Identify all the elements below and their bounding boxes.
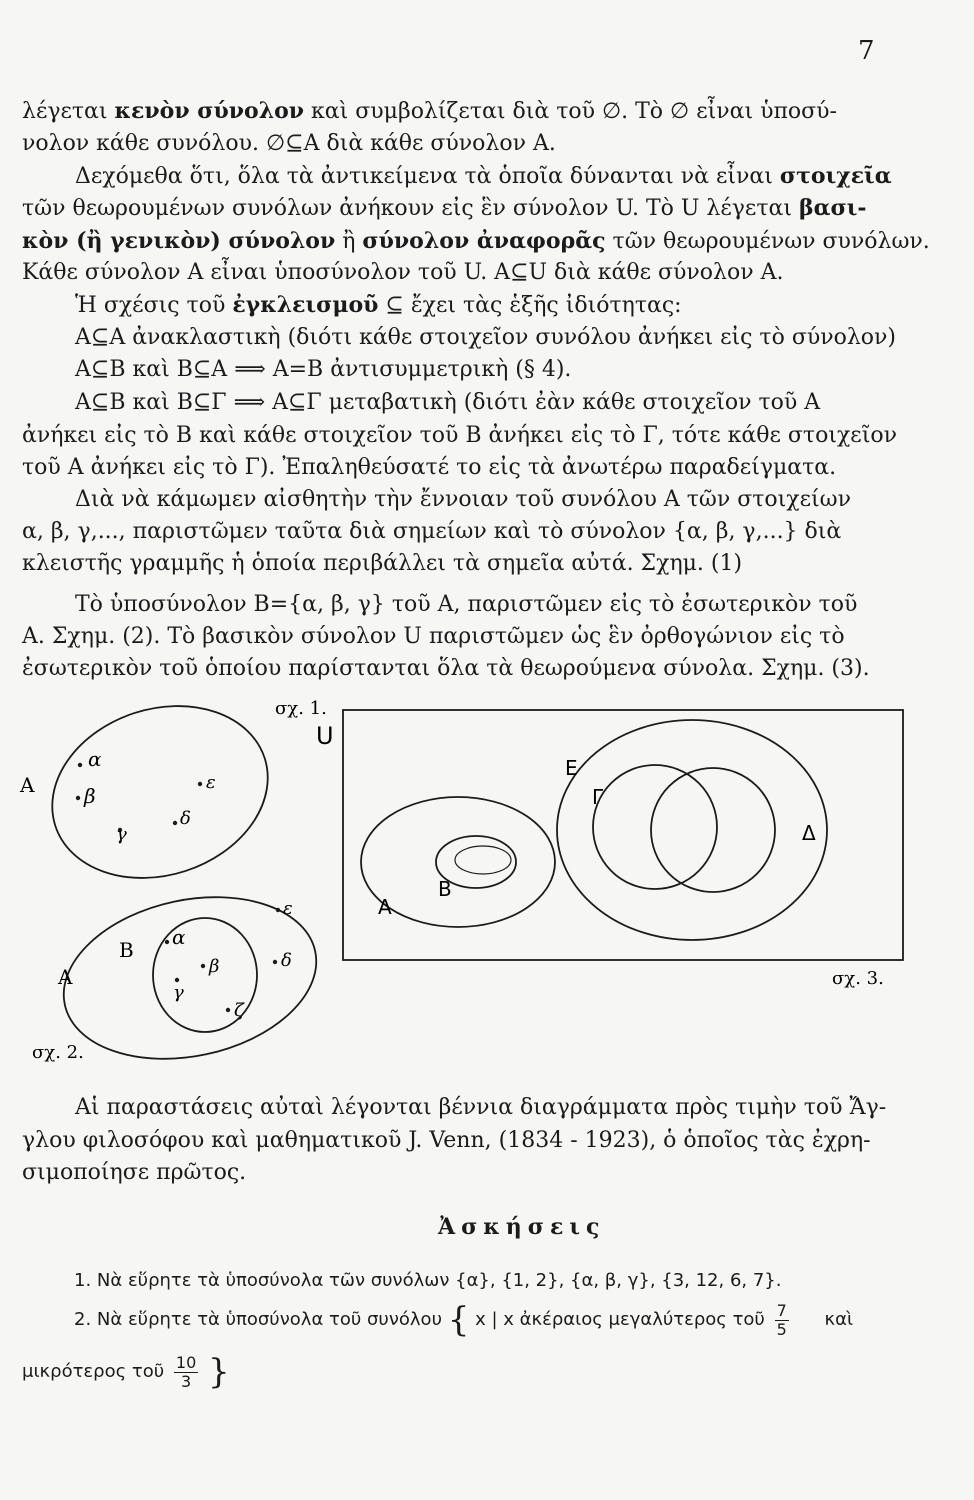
text-line: λέγεται κενὸν σύνολον καὶ συμβολίζεται διὰ τοῦ ∅. Τὸ ∅ εἶναι ὑποσύ- <box>22 98 837 124</box>
fig2-outer-label: A <box>58 965 73 989</box>
exercise-1: 1. Νὰ εὕρητε τὰ ὑποσύνολα τῶν συνόλων {α}, {1, 2}, {α, β, γ}, {3, 12, 6, 7}. <box>74 1270 782 1291</box>
fig2-label-beta: β <box>209 956 220 977</box>
text-line: A⊆B καὶ B⊆A ⟹ A=B ἀντισυμμετρικὴ (§ 4). <box>75 357 572 382</box>
set-gamma-circle <box>593 765 717 889</box>
exercises-heading: Ἀσκήσεις <box>438 1214 606 1240</box>
universe-rectangle <box>343 710 903 960</box>
fig2-caption: σχ. 2. <box>32 1042 84 1063</box>
point-alpha <box>78 763 82 767</box>
exercise-2: 2. Νὰ εὕρητε τὰ ὑποσύνολα τοῦ συνόλου { x | x ἀκέραιος μεγαλύτερος τοῦ $\frac{7}{5}$ καὶ <box>74 1300 854 1340</box>
fig2-label-delta: δ <box>281 950 292 971</box>
point-delta <box>173 821 177 825</box>
text-line: σιμοποίησε πρῶτος. <box>22 1160 247 1185</box>
text-line: Αἱ παραστάσεις αὐταὶ λέγονται βέννια διαγράμματα πρὸς τιμὴν τοῦ Ἄγ- <box>75 1095 887 1120</box>
point-alpha <box>165 940 169 944</box>
fig3-caption: σχ. 3. <box>832 968 884 989</box>
text-line: γλου φιλοσόφου καὶ μαθηματικοῦ J. Venn, (1834 - 1923), ὁ ὁποῖος τὰς ἐχρη- <box>22 1128 871 1153</box>
text-line: ἀνήκει εἰς τὸ B καὶ κάθε στοιχεῖον τοῦ B ἀνήκει εἰς τὸ Γ, τότε κάθε στοιχεῖον <box>22 423 897 448</box>
text-line: A⊆A ἀνακλαστικὴ (διότι κάθε στοιχεῖον συνόλου ἀνήκει εἰς τὸ σύνολον) <box>75 325 896 350</box>
fig1-caption: σχ. 1. <box>275 698 327 719</box>
exercise-2-continued: μικρότερος τοῦ $\frac{10}{3}$ } <box>22 1352 230 1392</box>
page-number: 7 <box>858 36 875 66</box>
fig3-set-a-label: A <box>378 895 392 919</box>
text-line: νολον κάθε συνόλου. ∅⊆A διὰ κάθε σύνολον A. <box>22 131 556 156</box>
fig3-set-b-label: B <box>438 877 452 901</box>
text-line: ἐσωτερικὸν τοῦ ὁποίου παρίστανται ὅλα τὰ θεωρούμενα σύνολα. Σχημ. (3). <box>22 656 870 681</box>
fig1-label-delta: δ <box>180 808 191 829</box>
venn-figure-2 <box>20 880 340 1070</box>
set-delta-circle <box>651 768 775 892</box>
fig3-set-gamma-label: Γ <box>592 785 604 809</box>
text-line: Κάθε σύνολον A εἶναι ὑποσύνολον τοῦ U. A⊆U διὰ κάθε σύνολον A. <box>22 260 784 285</box>
fig2-label-alpha: α <box>172 925 186 949</box>
fig3-set-delta-label: Δ <box>802 821 816 845</box>
fig2-label-zeta: ζ <box>234 1000 244 1021</box>
fraction-10-3: $\frac{10}{3}$ <box>175 1352 197 1391</box>
set-e-ellipse <box>557 720 827 940</box>
text-line: Δεχόμεθα ὅτι, ὅλα τὰ ἀντικείμενα τὰ ὁποῖα δύνανται νὰ εἶναι στοιχεῖα <box>75 163 892 189</box>
text-line: κλειστῆς γραμμῆς ἡ ὁποία περιβάλλει τὰ σημεῖα αὐτά. Σχημ. (1) <box>22 551 743 576</box>
point-zeta <box>226 1008 230 1012</box>
fig3-universe-label: U <box>316 722 334 750</box>
text-line: A⊆B καὶ B⊆Γ ⟹ A⊆Γ μεταβατικὴ (διότι ἐὰν κάθε στοιχεῖον τοῦ A <box>75 390 821 415</box>
fig3-set-e-label: E <box>565 756 578 780</box>
fig1-label-epsilon: ε <box>206 772 216 793</box>
fig1-label-gamma: γ <box>116 824 127 845</box>
fig2-label-gamma: γ <box>173 982 184 1003</box>
point-epsilon <box>198 782 202 786</box>
fig1-label-beta: β <box>84 784 96 808</box>
point-beta <box>76 796 80 800</box>
point-beta <box>201 964 205 968</box>
fig1-set-label: A <box>20 773 35 797</box>
venn-figure-3 <box>300 700 920 1000</box>
text-line: Διὰ νὰ κάμωμεν αἰσθητὴν τὴν ἔννοιαν τοῦ συνόλου A τῶν στοιχείων <box>75 487 851 512</box>
text-line: α, β, γ,..., παριστῶμεν ταῦτα διὰ σημείων καὶ τὸ σύνολον {α, β, γ,...} διὰ <box>22 519 842 544</box>
set-b-inner-ellipse <box>455 846 511 874</box>
fig2-inner-label: B <box>119 938 134 962</box>
text-line: κὸν (ἢ γενικὸν) σύνολον ἢ σύνολον ἀναφορᾶς τῶν θεωρουμένων συνόλων. <box>22 228 930 254</box>
text-line: A. Σχημ. (2). Τὸ βασικὸν σύνολον U παριστῶμεν ὡς ἓν ὀρθογώνιον εἰς τὸ <box>22 624 845 649</box>
set-a-ellipse <box>30 679 291 905</box>
text-line: Τὸ ὑποσύνολον B={α, β, γ} τοῦ A, παριστῶμεν εἰς τὸ ἐσωτερικὸν τοῦ <box>75 592 858 617</box>
text-line: τῶν θεωρουμένων συνόλων ἀνήκουν εἰς ἓν σύνολον U. Τὸ U λέγεται βασι- <box>22 195 867 221</box>
text-line: Ἡ σχέσις τοῦ ἐγκλεισμοῦ ⊆ ἔχει τὰς ἑξῆς ἰδιότητας: <box>75 292 682 318</box>
text-line: τοῦ A ἀνήκει εἰς τὸ Γ). Ἐπαληθεύσατέ το εἰς τὰ ἀνωτέρω παραδείγματα. <box>22 455 837 480</box>
venn-figure-1 <box>20 698 327 890</box>
point-delta <box>273 960 277 964</box>
point-epsilon <box>276 908 280 912</box>
fraction-7-5: $\frac{7}{5}$ <box>776 1300 787 1339</box>
fig2-label-epsilon: ε <box>283 898 293 919</box>
fig1-label-alpha: α <box>88 747 102 771</box>
